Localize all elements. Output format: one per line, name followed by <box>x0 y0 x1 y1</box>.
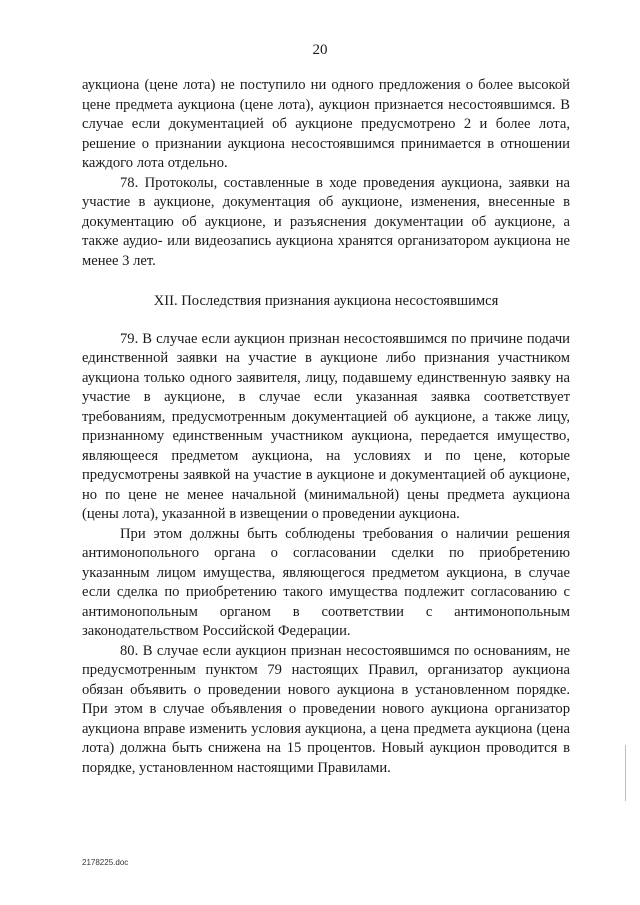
paragraph-continuation: аукциона (цене лота) не поступило ни одного предложения о более высокой цене предмета аукциона (цене лота), аукцион признается несостоявшимся. В случае если документацией об аукционе предусмотрено 2 и более лота, решение о признании аукциона несостоявшимся принимается в отношении каждого лота отдельно. <box>82 77 570 171</box>
paragraph-79-continuation: При этом должны быть соблюдены требования о наличии решения антимонопольного органа о согласовании сделки по приобретению указанным лицом имущества, являющегося предметом аукциона, в случае если сделка по приобретению такого имущества подлежит согласованию с антимонопольным органом в соответствии с антимонопольным законодательством Российской Федерации. <box>82 525 570 639</box>
file-name-footer: 2178225.doc <box>82 858 129 867</box>
page-number: 20 <box>312 42 328 58</box>
paragraph-80: 80. В случае если аукцион признан несостоявшимся по основаниям, не предусмотренным пунктом 79 настоящих Правил, организатор аукциона обязан объявить о проведении нового аукциона в установленном порядке. При этом в случае объявления о проведении нового аукциона организатор аукциона вправе изменить условия аукциона, а цена предмета аукциона (цена лота) должна быть снижена на 15 процентов. Новый аукцион проводится в порядке, установленном настоящими Правилами. <box>82 642 570 776</box>
section-heading: XII. Последствия признания аукциона несостоявшимся <box>153 293 499 309</box>
paragraph-79: 79. В случае если аукцион признан несостоявшимся по причине подачи единственной заявки на участие в аукционе либо признания участником аукциона только одного заявителя, лицу, подавшему единственную заявку на участие в аукционе, в случае если указанная заявка соответствует требованиям, предусмотренным документацией об аукционе, а также лицу, признанному единственным участником аукциона, передается имущество, являющееся предметом аукциона, на условиях и по цене, которые предусмотрены заявкой на участие в аукционе и документацией об аукционе, но по цене не менее начальной (минимальной) цены предмета аукциона (цены лота), указанной в извещении о проведении аукциона. <box>82 330 570 522</box>
document-body <box>82 76 570 778</box>
scan-edge-mark <box>625 745 626 801</box>
paragraph-78: 78. Протоколы, составленные в ходе проведения аукциона, заявки на участие в аукционе, документация об аукционе, изменения, внесенные в документацию об аукционе, и разъяснения документации об аукционе, а также аудио- или видеозапись аукциона хранятся организатором аукциона не менее 3 лет. <box>82 174 570 269</box>
